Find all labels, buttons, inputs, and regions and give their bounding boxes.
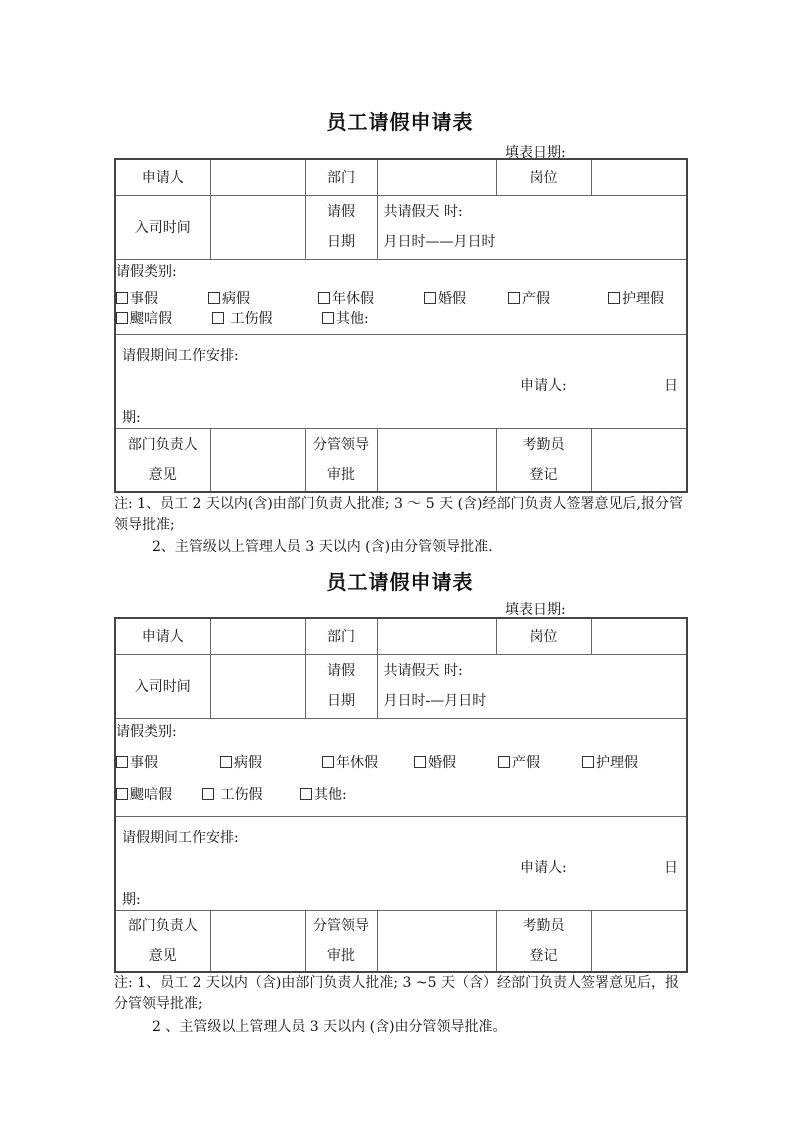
checkbox-nursing-leave[interactable]: 护理假	[608, 288, 664, 308]
date-label-part2: 期:	[122, 891, 141, 908]
checkbox-marriage-leave[interactable]: 婚假	[424, 288, 466, 308]
attendance-label: 考勤员 登记	[496, 910, 591, 972]
leave-date-label	[305, 654, 377, 718]
leave-date-field[interactable]	[377, 195, 687, 259]
checkbox-marriage-leave[interactable]: 婚假	[414, 752, 456, 772]
supervisor-label: 分管领导 审批	[305, 910, 377, 972]
position-field[interactable]	[591, 618, 687, 654]
checkbox-icon	[498, 756, 510, 768]
applicant-field[interactable]	[210, 159, 305, 195]
checkbox-icon	[208, 292, 220, 304]
position-label: 岗位	[496, 159, 591, 195]
leave-category-cell	[115, 259, 687, 334]
checkbox-sick-leave[interactable]: 病假	[220, 752, 262, 772]
checkbox-icon	[300, 788, 312, 800]
checkbox-icon	[582, 756, 594, 768]
department-field[interactable]	[377, 618, 496, 654]
attendance-field[interactable]	[591, 428, 687, 492]
applicant-sign-label: 申请人:	[520, 859, 567, 876]
checkbox-annual-leave[interactable]: 年休假	[318, 288, 374, 308]
leave-date-field[interactable]	[377, 654, 687, 718]
checkbox-bereavement-leave[interactable]: 颸唁假	[116, 784, 172, 804]
join-time-field[interactable]	[210, 195, 305, 259]
leave-form-table	[114, 617, 688, 973]
checkbox-icon	[424, 292, 436, 304]
date-label-part1: 日	[664, 859, 678, 876]
checkbox-personal-leave[interactable]: 事假	[116, 752, 158, 772]
join-time-field[interactable]	[210, 654, 305, 718]
join-time-label: 入司时间	[115, 195, 210, 259]
note-2: 2 、主管级以上管理人员 3 天以内 (含)由分管领导批准。	[152, 1019, 507, 1035]
department-label: 部门	[305, 618, 377, 654]
dept-head-field[interactable]	[210, 910, 305, 972]
applicant-label: 申请人	[115, 618, 210, 654]
checkbox-injury-leave[interactable]: 工伤假	[202, 784, 262, 804]
leave-category-label: 请假类别:	[116, 263, 177, 280]
checkbox-nursing-leave[interactable]: 护理假	[582, 752, 638, 772]
fill-date-label: 填表日期:	[505, 602, 566, 618]
department-label: 部门	[305, 159, 377, 195]
note-2: 2、主管级以上管理人员 3 天以内 (含)由分管领导批准.	[152, 539, 493, 555]
checkbox-icon	[202, 788, 214, 800]
total-leave-text: 共请假天 时:	[383, 204, 463, 220]
form-title: 员工请假申请表	[326, 110, 474, 134]
checkbox-icon	[414, 756, 426, 768]
note-1: 注: 1、员工 2 天以内(含)由部门负责人批准; 3 ～ 5 天 (含)经部门负责人签署意见后,报分管领导批准;	[114, 496, 683, 533]
work-arrangement-label: 请假期间工作安排:	[122, 829, 239, 846]
work-arrangement-cell[interactable]	[115, 334, 687, 428]
leave-date-label-line1: 请假	[327, 204, 355, 220]
checkbox-icon	[322, 312, 334, 324]
department-field[interactable]	[377, 159, 496, 195]
checkbox-other-leave[interactable]: 其他:	[322, 308, 369, 328]
checkbox-icon	[116, 292, 128, 304]
leave-date-label-line1: 请假	[327, 663, 355, 679]
total-leave-text: 共请假天 时:	[383, 663, 463, 679]
supervisor-field[interactable]	[377, 428, 496, 492]
form-title: 员工请假申请表	[326, 570, 474, 594]
applicant-label: 申请人	[115, 159, 210, 195]
leave-category-cell	[115, 718, 687, 816]
checkbox-icon	[608, 292, 620, 304]
checkbox-icon	[116, 312, 128, 324]
leave-date-label-line2: 日期	[327, 234, 355, 250]
position-field[interactable]	[591, 159, 687, 195]
work-arrangement-cell[interactable]	[115, 816, 687, 910]
checkbox-maternity-leave[interactable]: 产假	[508, 288, 550, 308]
date-label-part2: 期:	[122, 409, 141, 426]
checkbox-bereavement-leave[interactable]: 颸唁假	[116, 308, 172, 328]
checkbox-icon	[116, 756, 128, 768]
attendance-field[interactable]	[591, 910, 687, 972]
date-range-text: 月日时-—月日时	[383, 693, 487, 709]
checkbox-personal-leave[interactable]: 事假	[116, 288, 158, 308]
applicant-sign-label: 申请人:	[520, 377, 567, 394]
leave-category-label: 请假类别:	[116, 724, 177, 740]
checkbox-icon	[212, 312, 224, 324]
position-label: 岗位	[496, 618, 591, 654]
attendance-label: 考勤员 登记	[496, 428, 591, 492]
dept-head-field[interactable]	[210, 428, 305, 492]
date-range-text: 月日时——月日时	[383, 234, 496, 250]
checkbox-icon	[322, 756, 334, 768]
checkbox-other-leave[interactable]: 其他:	[300, 784, 347, 804]
join-time-label: 入司时间	[115, 654, 210, 718]
supervisor-field[interactable]	[377, 910, 496, 972]
applicant-field[interactable]	[210, 618, 305, 654]
checkbox-icon	[508, 292, 520, 304]
leave-form-table	[114, 158, 688, 493]
checkbox-annual-leave[interactable]: 年休假	[322, 752, 378, 772]
supervisor-label: 分管领导 审批	[305, 428, 377, 492]
fill-date-label: 填表日期:	[505, 145, 566, 161]
leave-date-label	[305, 195, 377, 259]
checkbox-injury-leave[interactable]: 工伤假	[212, 308, 272, 328]
date-label-part1: 日	[664, 377, 678, 394]
work-arrangement-label: 请假期间工作安排:	[122, 347, 239, 364]
checkbox-icon	[318, 292, 330, 304]
checkbox-sick-leave[interactable]: 病假	[208, 288, 250, 308]
checkbox-icon	[220, 756, 232, 768]
dept-head-label: 部门负责人 意见	[115, 428, 210, 492]
checkbox-maternity-leave[interactable]: 产假	[498, 752, 540, 772]
leave-date-label-line2: 日期	[327, 693, 355, 709]
leave-category-options	[116, 744, 686, 814]
dept-head-label: 部门负责人 意见	[115, 910, 210, 972]
checkbox-icon	[116, 788, 128, 800]
leave-category-options	[116, 284, 686, 334]
note-1: 注: 1、员工 2 天以内（含)由部门负责人批准; 3 ~5 天（含）经部门负责人签署意见后，报分管领导批准;	[114, 975, 679, 1012]
